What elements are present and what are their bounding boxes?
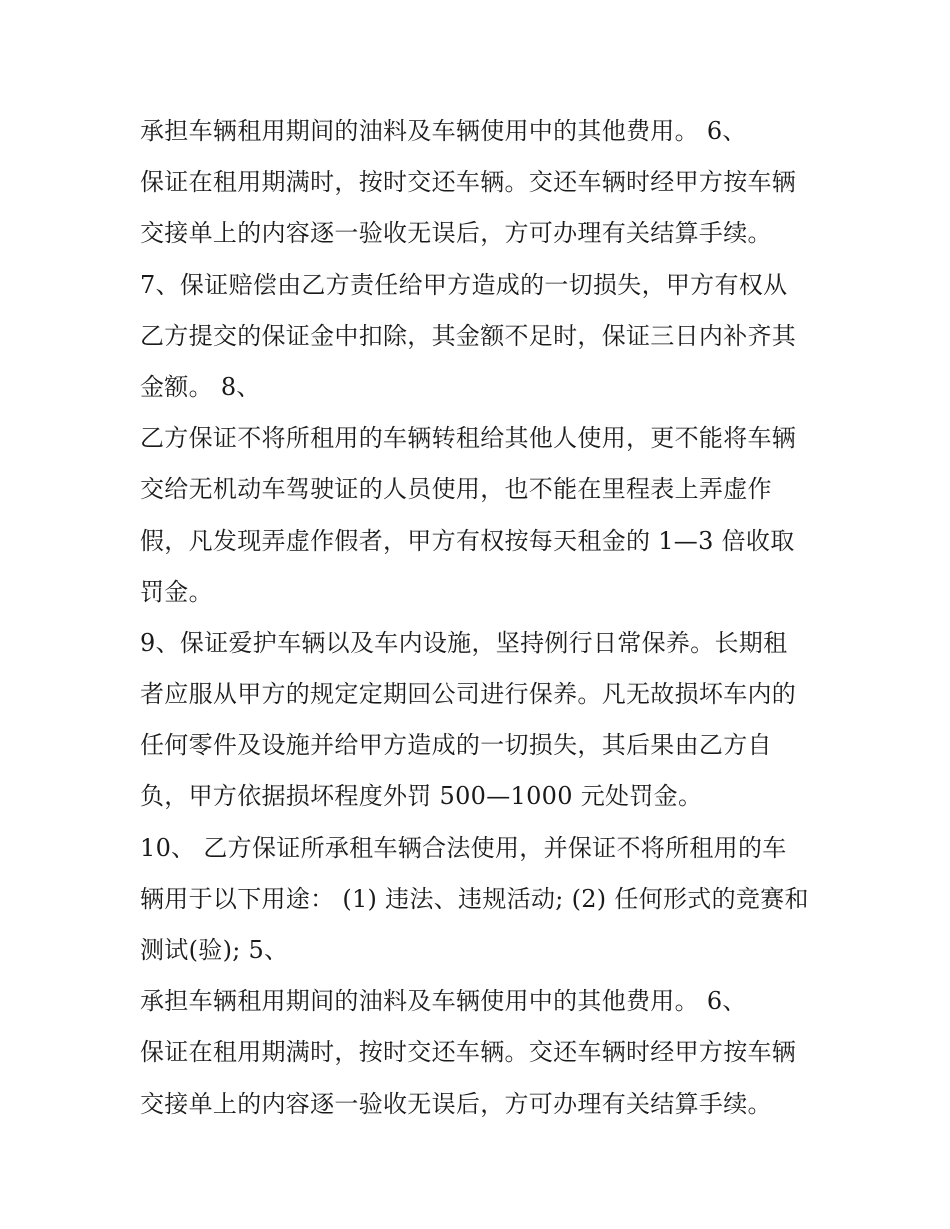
text-line: 罚金。 <box>140 577 213 606</box>
body-text <box>140 106 830 1130</box>
text-line: 者应服从甲方的规定定期回公司进行保养。凡无故损坏车内的 <box>140 680 797 709</box>
text-line: 任何零件及设施并给甲方造成的一切损失，其后果由乙方自 <box>140 731 772 760</box>
text-line: 测试(验); 5、 <box>140 936 289 964</box>
text-line: 10、 乙方保证所承租车辆合法使用，并保证不将所租用的车 <box>140 833 787 862</box>
text-line: 交给无机动车驾驶证的人员使用，也不能在里程表上弄虚作 <box>140 475 772 504</box>
text-line: 交接单上的内容逐一验收无误后，方可办理有关结算手续。 <box>140 1089 772 1118</box>
text-line: 负，甲方依据损坏程度外罚 500—1000 元处罚金。 <box>140 782 703 811</box>
text-line: 乙方保证不将所租用的车辆转租给其他人使用，更不能将车辆 <box>140 424 797 453</box>
text-line: 保证在租用期满时，按时交还车辆。交还车辆时经甲方按车辆 <box>140 1038 797 1067</box>
text-line: 承担车辆租用期间的油料及车辆使用中的其他费用。 6、 <box>140 987 747 1016</box>
text-line: 7、保证赔偿由乙方责任给甲方造成的一切损失，甲方有权从 <box>140 270 788 299</box>
text-line: 9、保证爱护车辆以及车内设施，坚持例行日常保养。长期租 <box>140 628 788 657</box>
text-line: 辆用于以下用途： (1) 违法、违规活动; (2) 任何形式的竞赛和 <box>140 884 809 913</box>
text-line: 假，凡发现弄虚作假者，甲方有权按每天租金的 1—3 倍收取 <box>140 526 795 555</box>
text-line: 乙方提交的保证金中扣除，其金额不足时，保证三日内补齐其 <box>140 321 797 350</box>
text-line: 金额。 8、 <box>140 372 261 401</box>
text-line: 承担车辆租用期间的油料及车辆使用中的其他费用。 6、 <box>140 117 747 145</box>
text-line: 交接单上的内容逐一验收无误后，方可办理有关结算手续。 <box>140 219 772 248</box>
text-line: 保证在租用期满时，按时交还车辆。交还车辆时经甲方按车辆 <box>140 168 797 197</box>
